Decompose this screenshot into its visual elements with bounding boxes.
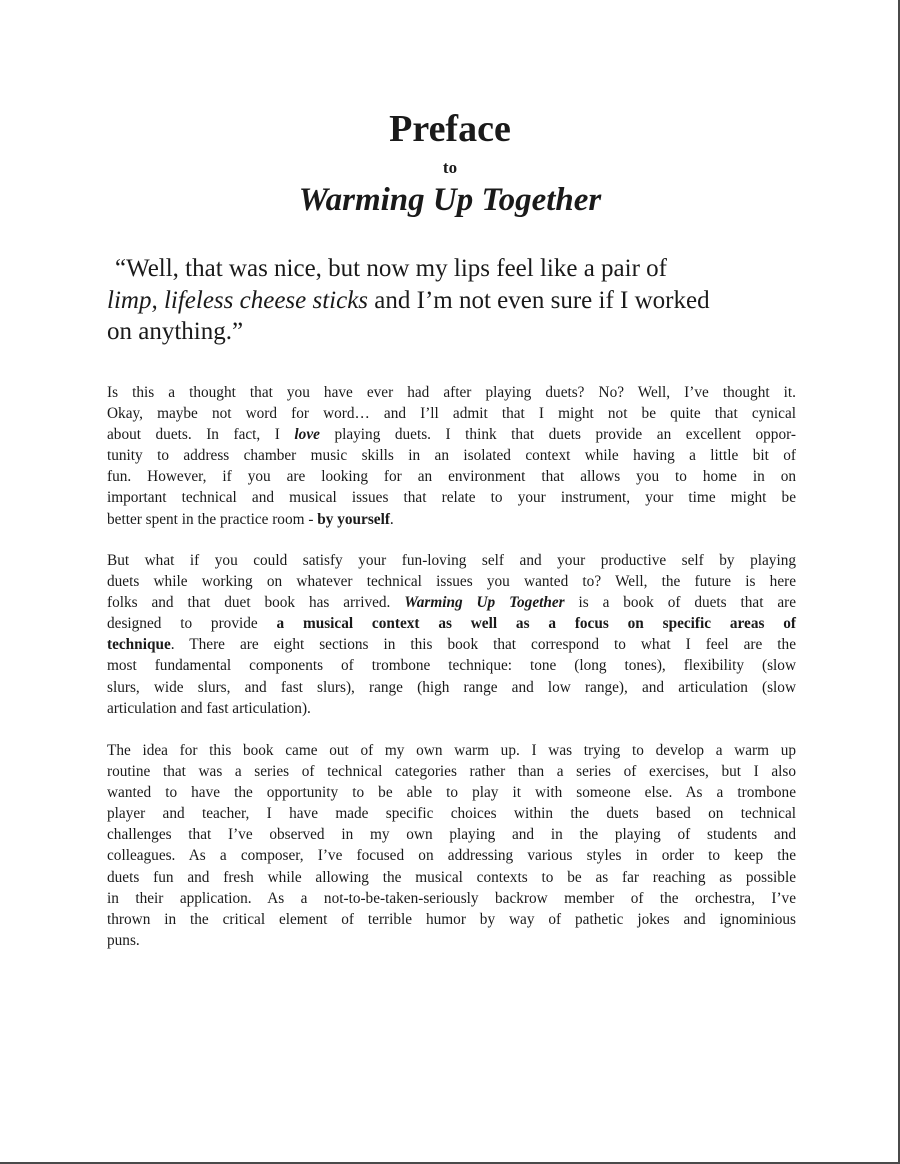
text-line: slurs, wide slurs, and fast slurs), range (high range and low range), and articulation (slow bbox=[107, 678, 796, 696]
emphasis-by-yourself: by yourself bbox=[317, 510, 390, 528]
text-line: duets while working on whatever technical issues you wanted to? Well, the future is here bbox=[107, 573, 796, 591]
text-line: articulation and fast articulation). bbox=[107, 699, 311, 717]
text-line: routine that was a series of technical categories rather than a series of exercises, but I also bbox=[107, 763, 796, 781]
text-line bbox=[107, 424, 796, 445]
text-line: Is this a thought that you have ever had after playing duets? No? Well, I’ve thought it. bbox=[107, 384, 796, 401]
page-title: Preface bbox=[389, 108, 511, 150]
text-line: fun. However, if you are looking for an environment that allows you to home in on bbox=[107, 468, 796, 486]
opening-quote bbox=[107, 253, 797, 348]
quote-line-2 bbox=[107, 285, 797, 317]
text-line: wanted to have the opportunity to be able to play it with someone else. As a trombone bbox=[107, 784, 796, 802]
text-run: . There are eight sections in this book that correspond to what I feel are the bbox=[170, 636, 796, 654]
text-line: important technical and musical issues that relate to your instrument, your time might be bbox=[107, 489, 796, 507]
emphasis-musical-context: a musical context as well as a focus on specific areas of bbox=[276, 615, 796, 633]
text-line: most fundamental components of trombone technique: tone (long tones), flexibility (slow bbox=[107, 657, 796, 675]
text-line bbox=[107, 613, 796, 634]
text-line: puns. bbox=[107, 931, 140, 949]
text-line: tunity to address chamber music skills in an isolated context while having a little bit of bbox=[107, 447, 796, 465]
text-run: playing duets. I think that duets provide an excellent oppor- bbox=[319, 426, 796, 444]
book-title: Warming Up Together bbox=[298, 182, 602, 218]
text-run: . bbox=[389, 510, 394, 528]
emphasis-technique: technique bbox=[107, 636, 171, 654]
text-run: folks and that duet book has arrived. bbox=[107, 594, 405, 612]
text-line: duets fun and fresh while allowing the musical contexts to be as far reaching as possible bbox=[107, 868, 796, 886]
text-line: The idea for this book came out of my own warm up. I was trying to develop a warm up bbox=[107, 742, 796, 759]
emphasis-love: love bbox=[294, 426, 320, 444]
text-line: But what if you could satisfy your fun-loving self and your productive self by playing bbox=[107, 552, 796, 569]
book-title-inline: Warming Up Together bbox=[404, 594, 565, 612]
text-line: thrown in the critical element of terrible humor by way of pathetic jokes and ignominious bbox=[107, 910, 796, 928]
text-line: challenges that I’ve observed in my own playing and in the playing of students and bbox=[107, 826, 796, 844]
title-connector: to bbox=[442, 158, 458, 177]
text-run: is a book of duets that are bbox=[564, 594, 796, 612]
paragraph-1 bbox=[107, 382, 796, 530]
quote-line-2-rest: and I’m not even sure if I worked bbox=[368, 286, 710, 314]
text-line: in their application. As a not-to-be-taken-seriously backrow member of the orchestra, I’ve bbox=[107, 889, 796, 907]
text-line bbox=[107, 509, 796, 530]
text-line bbox=[107, 634, 796, 655]
text-line: Okay, maybe not word for word… and I’ll admit that I might not be quite that cynical bbox=[107, 405, 796, 423]
text-line: player and teacher, I have made specific choices within the duets based on technical bbox=[107, 805, 796, 823]
text-line bbox=[107, 592, 796, 613]
text-run: better spent in the practice room - bbox=[107, 510, 318, 528]
text-run: about duets. In fact, I bbox=[107, 426, 295, 444]
quote-line-1: “Well, that was nice, but now my lips feel like a pair of bbox=[115, 255, 667, 282]
text-line: colleagues. As a composer, I’ve focused on addressing various styles in order to keep the bbox=[107, 847, 796, 865]
paragraph-3 bbox=[107, 740, 796, 951]
quote-italic-phrase: limp, lifeless cheese sticks bbox=[107, 286, 369, 314]
text-run: designed to provide bbox=[107, 615, 277, 633]
quote-line-3: on anything.” bbox=[107, 318, 244, 345]
paragraph-2 bbox=[107, 550, 796, 719]
